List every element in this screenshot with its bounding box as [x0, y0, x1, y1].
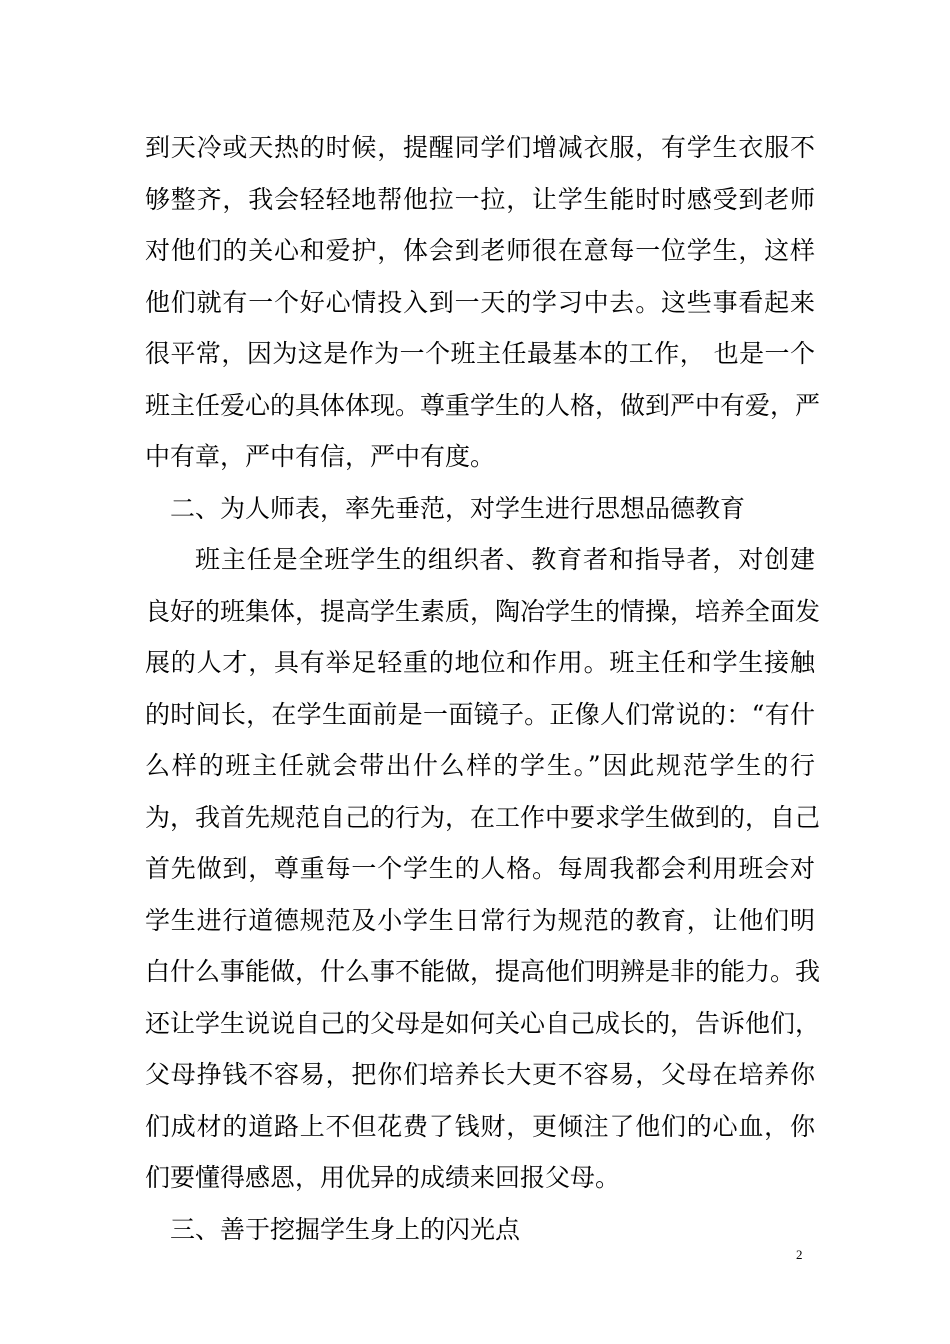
text-line: 父母挣钱不容易，把你们培养长大更不容易，父母在培养你 [145, 1060, 815, 1089]
text-line: 他们就有一个好心情投入到一天的学习中去。这些事看起来 [145, 287, 815, 317]
text-line: 的时间长，在学生面前是一面镜子。正像人们常说的：“有什 [145, 699, 815, 729]
section-heading: 二、为人师表，率先垂范，对学生进行思想品德教育 [170, 493, 746, 523]
text-line: 首先做到，尊重每一个学生的人格。每周我都会利用班会对 [145, 854, 815, 883]
body-text [145, 128, 821, 1261]
section-heading: 三、善于挖掘学生身上的闪光点 [170, 1214, 521, 1244]
text-line: 够整齐，我会轻轻地帮他拉一拉，让学生能时时感受到老师 [145, 184, 815, 214]
text-line: 们要懂得感恩，用优异的成绩来回报父母。 [145, 1163, 621, 1192]
text-line: 白什么事能做，什么事不能做，提高他们明辨是非的能力。我 [145, 957, 821, 986]
text-line: 很平常，因为这是作为一个班主任最基本的工作， 也是一个 [145, 339, 815, 368]
paragraph-first-line: 班主任是全班学生的组织者、教育者和指导者，对创建 [195, 545, 815, 574]
text-line: 么样的班主任就会带出什么样的学生。”因此规范学生的行 [145, 751, 815, 780]
text-line: 良好的班集体，提高学生素质，陶冶学生的情操，培养全面发 [145, 596, 821, 626]
text-line: 对他们的关心和爱护，体会到老师很在意每一位学生，这样 [145, 236, 815, 265]
text-line: 学生进行道德规范及小学生日常行为规范的教育，让他们明 [145, 905, 815, 935]
text-line: 到天冷或天热的时候，提醒同学们增减衣服，有学生衣服不 [145, 133, 815, 162]
text-line: 中有章，严中有信，严中有度。 [145, 442, 496, 471]
text-line: 们成材的道路上不但花费了钱财，更倾注了他们的心血，你 [145, 1111, 815, 1141]
page-number: 2 [796, 1247, 803, 1262]
text-line: 展的人才，具有举足轻重的地位和作用。班主任和学生接触 [145, 648, 815, 677]
text-line: 为，我首先规范自己的行为，在工作中要求学生做到的，自己 [145, 802, 821, 832]
text-line: 还让学生说说自己的父母是如何关心自己成长的，告诉他们， [145, 1008, 821, 1038]
text-line: 班主任爱心的具体体现。尊重学生的人格，做到严中有爱，严 [145, 390, 821, 420]
